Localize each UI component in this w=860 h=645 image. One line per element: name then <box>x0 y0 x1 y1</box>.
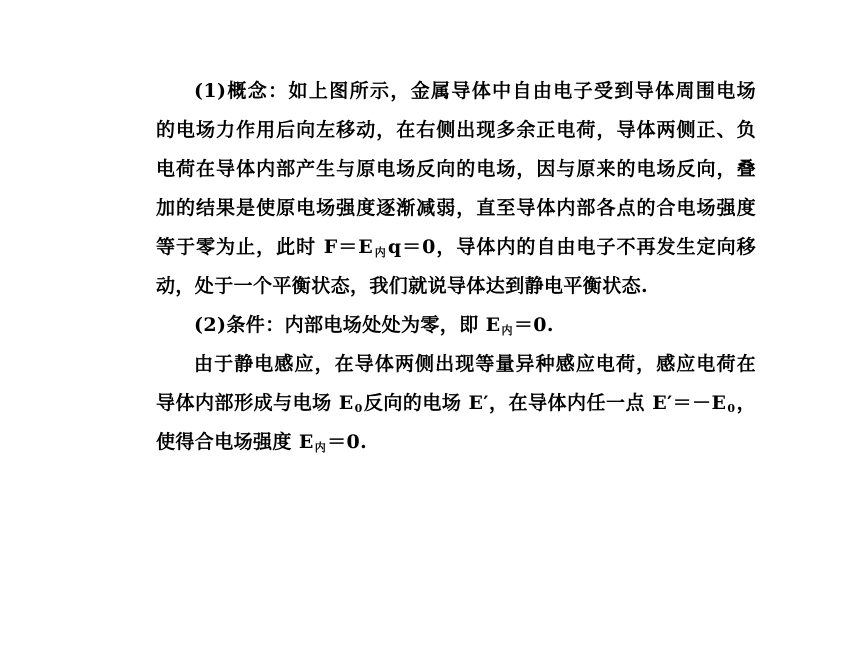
paragraph-1-line-3: 电荷在导体内部产生与原电场反向的电场，因与原来的电场反向，叠 <box>156 158 756 180</box>
paragraph-1-line-1: (1)概念：如上图所示，金属导体中自由电子受到导体周围电场 <box>194 80 756 102</box>
subscript-nei: 内 <box>314 441 327 454</box>
subscript-zero: 0 <box>727 402 736 415</box>
paragraph-1-line-2: 的电场力作用后向左移动，在右侧出现多余正电荷，导体两侧正、负 <box>156 119 756 141</box>
subscript-nei: 内 <box>501 324 513 337</box>
p3-line-3-text-b: ＝0. <box>327 431 368 453</box>
subscript-zero: 0 <box>354 402 363 415</box>
paragraph-3-line-1: 由于静电感应，在导体两侧出现等量异种感应电荷，感应电荷在 <box>194 353 756 375</box>
p3-line-2-text-b: 反向的电场 E′，在导体内任一点 E′＝－E <box>363 392 727 414</box>
paragraph-3-line-2 <box>156 384 756 423</box>
paragraph-3-line-3 <box>156 423 756 462</box>
paragraph-1-line-5 <box>156 228 756 267</box>
condition-text-a: (2)条件：内部电场处处为零，即 E <box>194 314 501 336</box>
subscript-nei: 内 <box>374 246 387 259</box>
paragraph-1-line-6: 动，处于一个平衡状态，我们就说导体达到静电平衡状态. <box>156 275 649 297</box>
p3-line-2-text-c: ， <box>736 392 757 414</box>
paragraph-1-line-4: 加的结果是使原电场强度逐渐减弱，直至导体内部各点的合电场强度 <box>156 197 756 219</box>
text-body <box>156 72 756 462</box>
paragraph-2-line-1 <box>156 306 756 345</box>
line-5-text-a: 等于零为止，此时 F＝E <box>156 236 374 258</box>
condition-text-b: ＝0. <box>513 314 554 336</box>
p3-line-3-text-a: 使得合电场强度 E <box>156 431 314 453</box>
p3-line-2-text-a: 导体内部形成与电场 E <box>156 392 354 414</box>
line-5-text-b: q＝0，导体内的自由电子不再发生定向移 <box>387 236 757 258</box>
